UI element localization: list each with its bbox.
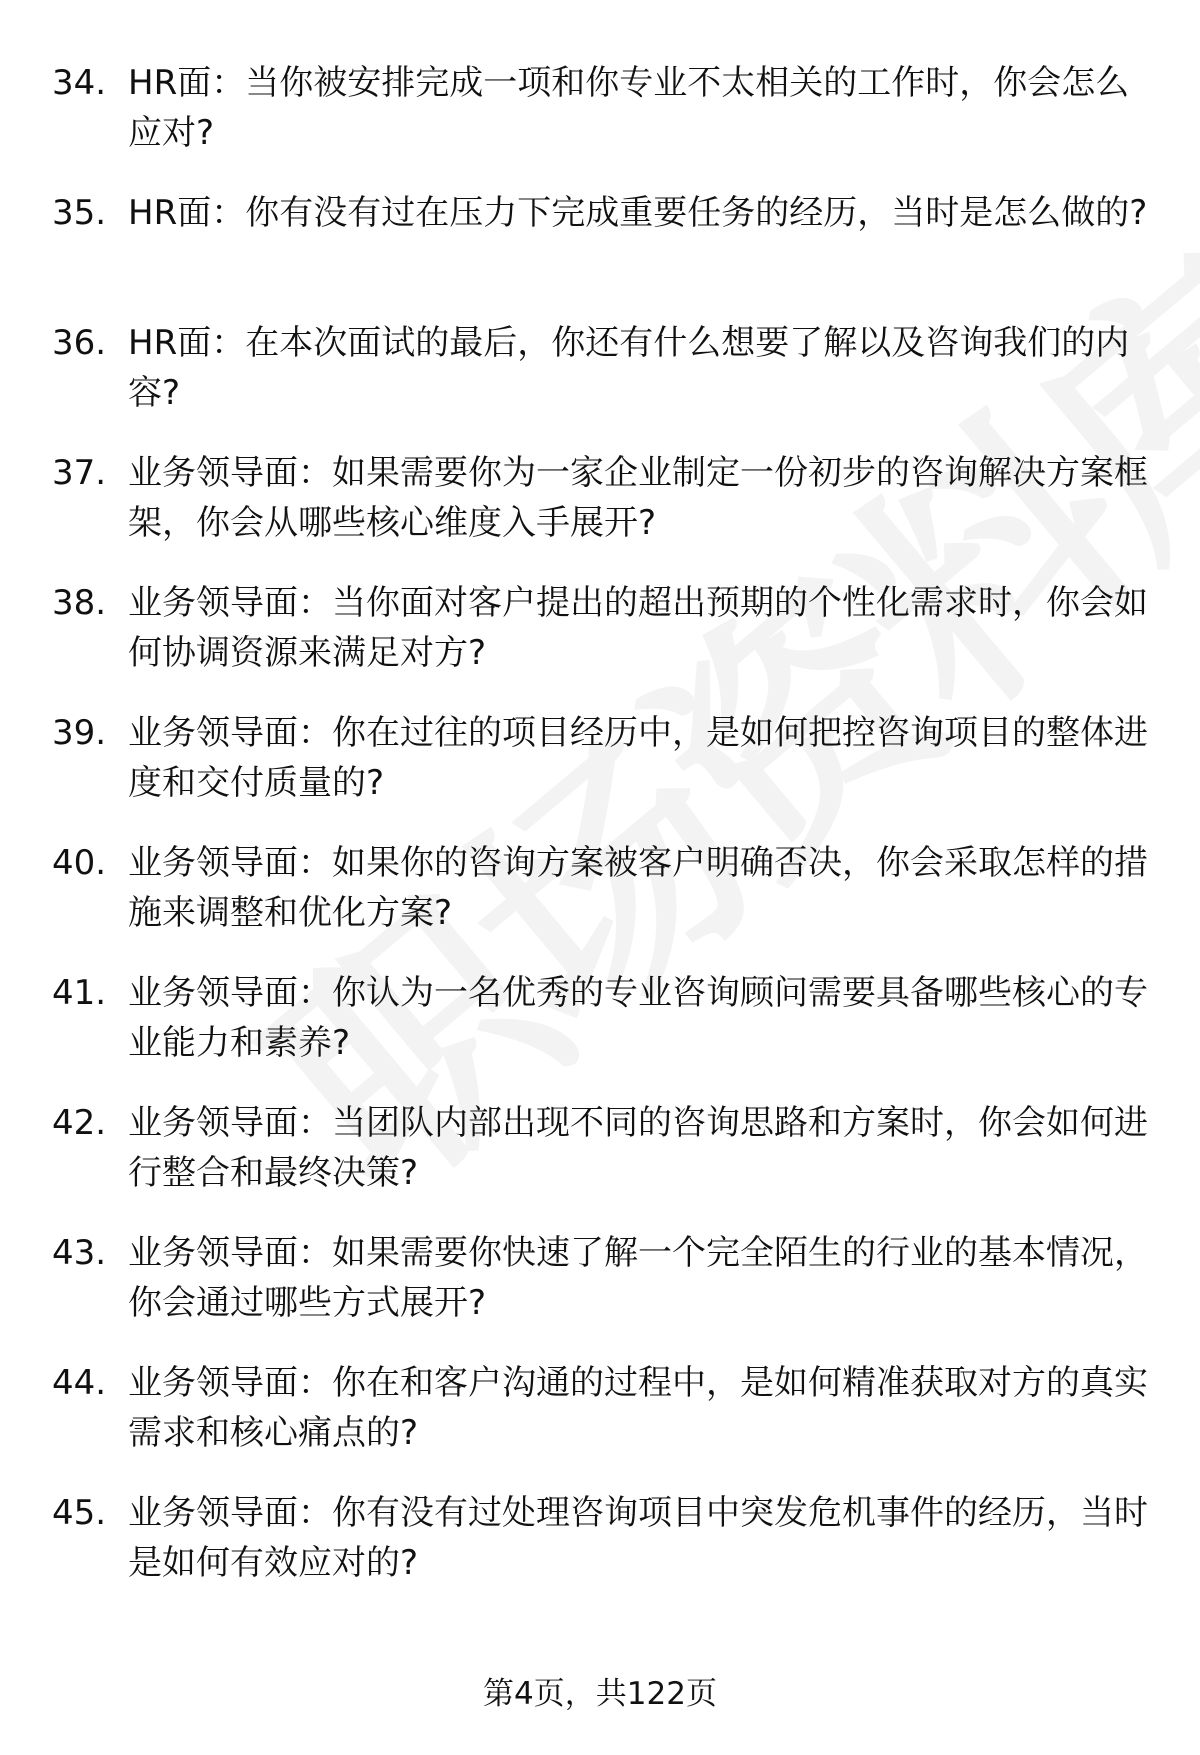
question-item-39	[0, 708, 1200, 838]
question-text: 业务领导面：你认为一名优秀的专业咨询顾问需要具备哪些核心的专业能力和素养?	[128, 973, 1148, 1063]
question-text: HR面：你有没有过在压力下完成重要任务的经历，当时是怎么做的?	[128, 193, 1148, 233]
question-number: 41.	[52, 973, 107, 1013]
question-text: 业务领导面：如果需要你快速了解一个完全陌生的行业的基本情况，你会通过哪些方式展开?	[128, 1233, 1148, 1323]
question-text: 业务领导面：如果你的咨询方案被客户明确否决，你会采取怎样的措施来调整和优化方案?	[128, 843, 1148, 933]
question-item-34	[0, 58, 1200, 188]
question-item-40	[0, 838, 1200, 968]
question-text: 业务领导面：你在过往的项目经历中，是如何把控咨询项目的整体进度和交付质量的?	[128, 713, 1148, 803]
question-list	[0, 58, 1200, 1618]
question-text: 业务领导面：你有没有过处理咨询项目中突发危机事件的经历，当时是如何有效应对的?	[128, 1493, 1148, 1583]
question-item-41	[0, 968, 1200, 1098]
question-text: HR面：当你被安排完成一项和你专业不太相关的工作时，你会怎么应对?	[128, 63, 1130, 153]
question-number: 39.	[52, 713, 107, 753]
page-footer: 第4页，共122页	[483, 1676, 717, 1712]
question-item-43	[0, 1228, 1200, 1358]
question-item-36	[0, 318, 1200, 448]
question-item-35	[0, 188, 1200, 318]
question-number: 34.	[52, 63, 107, 103]
question-item-42	[0, 1098, 1200, 1228]
question-number: 42.	[52, 1103, 107, 1143]
question-text: 业务领导面：当你面对客户提出的超出预期的个性化需求时，你会如何协调资源来满足对方?	[128, 583, 1148, 673]
question-item-38	[0, 578, 1200, 708]
question-item-45	[0, 1488, 1200, 1618]
question-text: HR面：在本次面试的最后，你还有什么想要了解以及咨询我们的内容?	[128, 323, 1130, 413]
question-item-37	[0, 448, 1200, 578]
question-number: 36.	[52, 323, 107, 363]
question-number: 43.	[52, 1233, 107, 1273]
question-item-44	[0, 1358, 1200, 1488]
question-text: 业务领导面：当团队内部出现不同的咨询思路和方案时，你会如何进行整合和最终决策?	[128, 1103, 1148, 1193]
question-number: 40.	[52, 843, 107, 883]
question-number: 38.	[52, 583, 107, 623]
question-number: 37.	[52, 453, 107, 493]
question-text: 业务领导面：如果需要你为一家企业制定一份初步的咨询解决方案框架，你会从哪些核心维度入手展开?	[128, 453, 1148, 543]
question-number: 35.	[52, 193, 107, 233]
question-text: 业务领导面：你在和客户沟通的过程中，是如何精准获取对方的真实需求和核心痛点的?	[128, 1363, 1148, 1453]
question-number: 44.	[52, 1363, 107, 1403]
question-number: 45.	[52, 1493, 107, 1533]
